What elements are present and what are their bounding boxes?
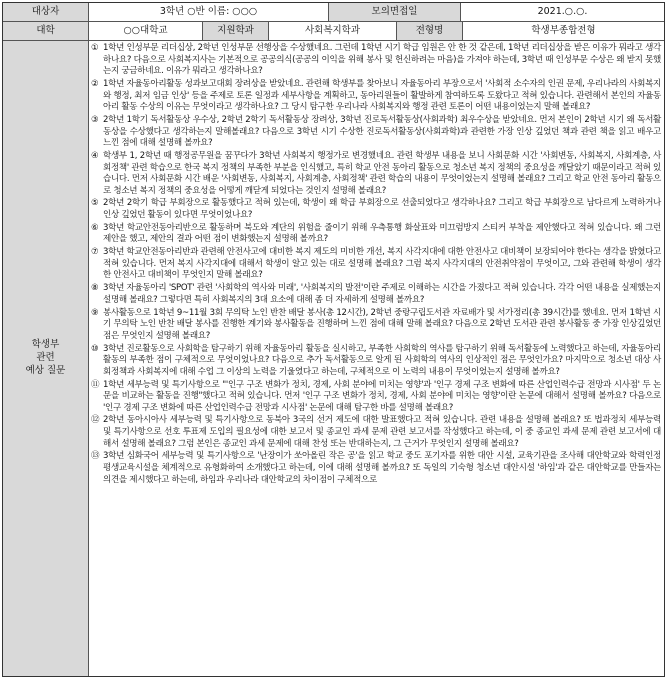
section-label-line-1: 학생부 [31,339,60,351]
question-item [91,223,661,246]
question-number: ⑫ [91,415,100,426]
question-list [89,41,664,676]
question-item [91,451,661,486]
question-item [91,151,661,197]
interview-date: 2021.○.○. [537,6,588,18]
question-text: 2학년 동아시아사 세부능력 및 특기사항으로 동북아 3국의 선거 제도에 대한 발표했다고 적혀 있습니다. 관련 내용을 설명해 볼래요? 또 법과정치 세부능력 및 특기사항으로 선호 투표제 도입의 필요성에 대한 보고서 및 종교인 과세 문제 관련 보고서를 작성했다고 하는데, 이 중 종교인 과세 문제 관련 보고서에 대해서 설명해 볼래요? 그럼 본인은 종교인 과세 문제에 대해 찬성 또는 반대하는지, 그 근거가 무엇인지 설명해 볼래요? [103,415,661,449]
section-label [3,41,89,676]
question-text: 3학년 자율동아리 'SPOT' 관련 '사회학의 역사와 미래', '사회복지의 발전'이란 주제로 이해하는 시간을 가졌다고 적혀 있습니다. 각각 어떤 내용을 실제했는지 설명해 볼래요? 그렇다면 특히 사회복지의 3대 요소에 대해 좀 더 자세하게 설명해 볼까요? [103,283,661,305]
question-text: 1학년 인성부문 리더십상, 2학년 인성부문 선행상을 수상했네요. 그런데 1학년 시기 학급 임원은 안 한 것 같은데, 1학년 리더십상을 받은 이유가 뭐라고 생각하나요? 다음으로 사회복지사는 기본적으로 공공의식(공공의 이익을 위해 봉사 및 헌신하려는 마음)을 가져야 하는데, 3학년 때 인성부문 수상은 왜 받지 못했는지 궁금하네요. 이유가 뭐라고 생각하나요? [103,43,661,77]
question-number: ③ [91,114,99,125]
question-number: ⑬ [91,451,100,462]
major-label: 지원학과 [203,22,269,40]
question-number: ⑩ [91,343,99,354]
question-text: 1학년 자율동아리활동 성과보고대회 장려상을 받았네요. 관련해 학생부를 찾아보니 자율동아리 부장으로서 '사회적 소수자의 인권 문제, 우리나라의 사회복지와 행정, 최저 임금 인상' 등을 주제로 토론 일정과 세부사항을 계획하고, 동아리원들이 활발하게 참여하도록 도왔다고 적혀 있습니다. 관련해서 본인의 자율동아리 활동 수상의 이유는 무엇이라고 생각하나요? 그 당시 탐구한 우리나라 사회복지와 행정 관련 토론이 어떤 내용이었는지 말해 볼래요? [103,78,661,113]
section-label-line-2: 관련 [36,352,55,364]
header-row-1 [3,3,664,22]
question-text: 3학년 심화국어 세부능력 및 특기사항으로 '난장이가 쏘아올린 작은 공'을 읽고 학교 중도 포기자를 위한 대안 시설, 교육기관을 조사해 대안학교와 학력인정 평생교육시설을 체계적으로 유형화하여 소개했다고 하는데, 이에 대해 설명해 볼까요? 또 독일의 기숙형 청소년 대안시설 '하임'과 같은 대안학교를 만들자는 의견을 제시했다고 하는데, 하임과 우리나라 대안학교의 차이점이 구체적으로 [103,451,661,485]
student-info: 3학년 ○반 이름: ○○○ [89,3,329,21]
question-number: ⑦ [91,247,99,258]
questions-section [3,41,664,676]
question-number: ⑥ [91,222,99,233]
question-text: 2학년 1학기 독서활동상 우수상, 2학년 2학기 독서활동상 장려상, 3학년 진로독서활동상(사회과학) 최우수상을 받았네요. 먼저 본인이 2학년 시기 왜 독서활동상을 수상했다고 생각하는지 말해볼래요? 다음으로 3학년 시기 수상한 진로독서활동상(사회과학)과 관련한 가장 인상 깊었던 책과 관련 책을 읽고 배우고 느낀 점에 대해 설명해 볼까요? [103,114,661,149]
interview-sheet [2,2,665,677]
question-number: ⑨ [91,307,99,318]
question-text: 3학년 학교안전동아리반으로 활동하며 북도와 계단의 위험을 줄이기 위해 우측통행 화살표와 미끄럼방지 스티커 부착을 제안했다고 적혀 있습니다. 왜 그런 제안을 했고, 제안의 결과 어떤 점이 변화했는지 설명해 볼까요? [103,222,661,245]
question-number: ⑧ [91,283,99,294]
question-number: ⑤ [91,198,99,209]
admission-label: 전형명 [397,22,463,40]
question-text: 2학년 2학기 학급 부회장으로 활동했다고 적혀 있는데, 학생이 왜 학급 부회장으로 선출되었다고 생각하나요? 그리고 학급 부회장으로 남다르게 노력하거나 인상 깊었던 활동이 있다면 무엇이었나요? [103,198,661,221]
interview-type-label: 모의면접일 [329,3,461,21]
question-number: ② [91,78,99,89]
question-item [91,415,661,450]
question-item [91,247,661,282]
question-text: 3학년 진로활동으로 사회학을 탐구하기 위해 자율동아리 활동을 실시하고, 부족한 사회학의 역사를 탐구하기 위해 독서활동에 노력했다고 하는데, 자율동아리 활동의 부족한 점이 구체적으로 무엇이었나요? 다음으로 추가 독서활동으로 알게 된 사회학의 역사의 인상적인 점은 무엇인가요? 마지막으로 청소년 대상 사회정책과 사회복지에 대해 수업 그 이상의 노력을 기울였다고 하는데, 구체적으로 이 노력의 내용이 무엇이었는지 설명해 볼까요? [103,343,661,377]
admission-value: 학생부종합전형 [531,25,596,37]
question-item [91,79,661,114]
question-item [91,308,661,343]
question-number: ① [91,43,99,53]
question-text: 3학년 학교안전동아리반과 관련해 안전사고에 대비한 복지 제도의 미비한 개선, 복지 사각지대에 대한 안전사고 대비책이 보장되어야 한다는 생각을 밝혔다고 적혀 있습니다. 먼저 복지 사각지대에 대해서 학생이 알고 있는 대로 설명해 볼래요? 그럼 복지 사각지대의 안전취약점이 무엇이고, 그와 관련해 학생이 생각한 안전사고 대비책이 무엇인지 말해 볼래요? [103,247,661,281]
question-item [91,344,661,379]
question-item [91,283,661,306]
question-number: ⑪ [91,379,100,390]
question-text: 학생부 1, 2학년 때 행정공무원을 꿈꾸다가 3학년 사회복지 행정가로 변경했네요. 관련 학생부 내용을 보니 사회문화 시간 '사회변동, 사회복지, 사회계층, 사회정책' 관련 학습으로 한국 복지 정책의 부족한 부분을 인식했고, 특히 학교 안전 동아리 활동으로 청소년 복지 정책의 중요성을 깨달았기 때문이라고 적혀 있습니다. 먼저 사회문화 시간 배운 '사회변동, 사회복지, 사회계층, 사회정책' 관련 학습의 내용이 무엇이었는지 설명해 볼래요? 그리고 학교 안전 동아리 활동으로 청소년 복지 정책의 중요성을 어떻게 깨닫게 되었다는 것인지 설명해 볼래요? [103,150,661,196]
major-value: 사회복지학과 [269,22,397,40]
header-row-2 [3,22,664,41]
question-item [91,198,661,221]
question-text: 봉사활동으로 1학년 9~11월 3회 무의탁 노인 반찬 배달 봉사(총 12시간), 2학년 중랑구립도서관 자료배가 및 서가정리(총 39시간)를 했네요. 먼저 1학년 시기 무의탁 노인 반찬 배달 봉사를 진행한 계기와 봉사활동을 진행하며 느낀 점에 대해 말해 볼래요? 다음으로 2학년 도서관 관련 봉사활동 중 가장 인상깊었던 점은 무엇인지 설명해 볼래요? [103,307,661,341]
section-label-line-3: 예상 질문 [25,364,66,376]
question-item [91,43,661,78]
question-item [91,380,661,415]
question-number: ④ [91,150,99,161]
target-label: 대상자 [3,3,89,21]
university-value: ○○대학교 [89,22,203,40]
question-item [91,115,661,150]
question-text: 1학년 세부능력 및 특기사항으로 "'인구 구조 변화가 정치, 경제, 사회 분야에 미치는 영향'과 '인구 경제 구조 변화에 따른 산업인력수급 전망과 시사점' 두 논문을 비교하는 활동을 진행"했다고 적혀 있습니다. 먼저 '인구 구조 변화가 정치, 경제, 사회 분야에 미치는 영향'이란 논문에 대해서 설명해 볼까요? 다음으로 '인구 경제 구조 변화에 따른 산업인력수급 전망과 시사점' 논문에 대해 탐구한 바를 설명해 볼래요? [103,379,661,413]
university-label: 대학 [3,22,89,40]
